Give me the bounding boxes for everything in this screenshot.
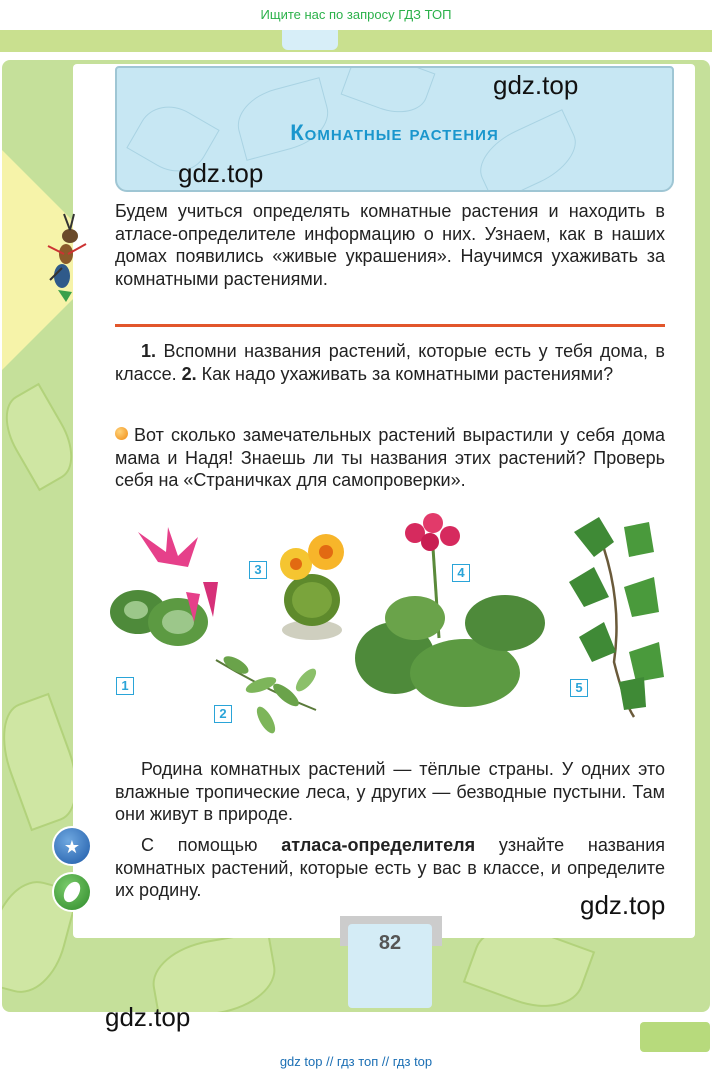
plant-number-label: 4 xyxy=(452,564,470,582)
plant-number-label: 5 xyxy=(570,679,588,697)
footer-links: gdz top // гдз топ // гдз top xyxy=(279,1054,433,1069)
orange-bullet-icon xyxy=(115,427,128,440)
leaf-icon xyxy=(52,872,92,912)
tradescantia-icon xyxy=(206,640,326,745)
leaf-decoration xyxy=(341,66,436,122)
watermark: gdz.top xyxy=(580,890,666,920)
ant-icon xyxy=(44,206,92,306)
top-strip xyxy=(0,30,712,52)
task-text-2: Как надо ухаживать за комнатными растениями? xyxy=(201,363,614,384)
page-number: 82 xyxy=(378,932,402,954)
bullet-text: Вот сколько замечательных растений вырастили у себя дома мама и Надя! Знаешь ли ты названия этих растений? Проверь себя на «Страничках для самопроверки». xyxy=(115,425,665,490)
geranium-icon xyxy=(355,508,550,708)
leaf-decoration xyxy=(147,930,282,1012)
watermark: gdz.top xyxy=(178,158,264,188)
task-number-1: 1. xyxy=(141,341,157,361)
top-banner xyxy=(0,0,712,30)
cyclamen-icon xyxy=(108,522,228,652)
watermark: gdz.top xyxy=(493,70,579,100)
plant-number-label: 2 xyxy=(214,705,232,723)
homeland-paragraph: Родина комнатных растений — тёплые страны. У одних это влажные тропические леса, у других — безводные пустыни. Там они живут в природе. xyxy=(115,759,665,824)
atlas-bold: атласа-определителя xyxy=(281,835,476,855)
banner-text: Ищите нас по запросу ГДЗ ТОП xyxy=(260,7,452,22)
divider-line xyxy=(115,324,665,327)
intro-paragraph: Будем учиться определять комнатные растения и находить в атласе-определителе информацию о них. Узнаем, как в наших домах появились «живые украшения». Научимся ухаживать за комнатными растениями. xyxy=(115,201,665,289)
watermark: gdz.top xyxy=(105,1002,191,1032)
task-text-1: Вспомни названия растений, которые есть у тебя дома, в классе. xyxy=(115,341,665,384)
lesson-title: Комнатные растения xyxy=(290,120,499,145)
task-number-2: 2. xyxy=(181,363,197,384)
stars-icon xyxy=(52,826,92,866)
svg-text:★: ★ xyxy=(63,837,81,858)
plant-number-label: 1 xyxy=(116,677,134,695)
leaf-decoration xyxy=(231,77,336,161)
bullet-paragraph xyxy=(115,424,665,492)
top-strip-tab xyxy=(282,30,338,50)
page-number-box xyxy=(348,924,432,1008)
atlas-text-before: С помощью xyxy=(141,835,282,855)
plant-number-label: 3 xyxy=(249,561,267,579)
next-page-tab xyxy=(640,1022,710,1052)
task-paragraph xyxy=(115,340,665,385)
atlas-text-after: узнайте названия комнатных растений, которые есть у вас в классе, и определите их родину. xyxy=(115,835,665,900)
cactus-icon xyxy=(272,522,356,644)
